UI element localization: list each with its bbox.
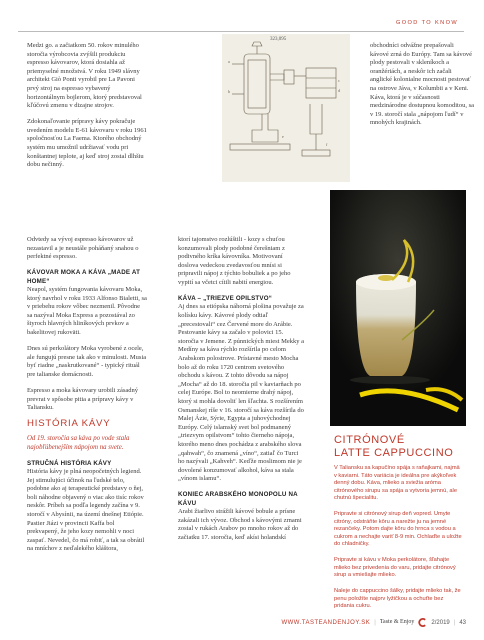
patent-number: 323,095	[270, 37, 287, 42]
svg-text:c: c	[338, 78, 340, 83]
svg-text:d: d	[338, 88, 340, 93]
recipe-step: Naleje do cappuccino šálky, pridajte mlieko tak, že penu položíte najprv lyžičkou a ochuťte bez pridania cukru.	[334, 588, 461, 610]
column-2	[178, 236, 304, 543]
paragraph: obchodníci odvážne prepašovali kávové zrná do Európy. Tam sa kávové plody pestovali v skleníkoch a oranžériách, a neskôr ich začali anglické kolonialne mocnosti pestovať na ostrove Jáva, v Kolumbii a v Keni. Káva, ktorá je v súčasnosti medzinárodne dostupnou komoditou, sa v 19. storočí stala „nápojom ľudí“ v mnohých krajinách.	[370, 42, 474, 127]
moka-heading: KÁVOVAR MOKA A KÁVA „MADE AT HOME“	[27, 269, 141, 285]
recipe-title	[334, 434, 474, 459]
paragraph: Neapol, systém fungovania kávovaru Moka, ktorý navrhol v roku 1933 Alfonso Bialetti, sa v priebehu rokov vôbec nezmenil. Pôvodne sa nazýval Moka Express a pozostával zo štyroch hlavných hliníkových prvkov a bakelitovej rukoväti.	[27, 286, 147, 337]
column-1-bottom	[27, 236, 147, 554]
lemon-latte-photo	[330, 190, 466, 426]
recipe-step: Pripravte si kávu v Moka perkolátore, šľahajte mlieko bez privedenia do varu, pridajte citrónový sirup a vmiešajte mlieko.	[334, 557, 456, 579]
svg-text:a: a	[228, 59, 230, 64]
recipe-intro: V Taliansku sa kapučíno spája s raňajkami, najmä v kaviarni. Táto variácia je ideálna pre akýkoľvek denný dobu. Káva, mlieko a sviežia aróma citrónového sirupu sa spája a vytvoria jemnú, ale chutnú špecialitu.	[334, 465, 460, 502]
magazine-name: Taste & Enjoy	[379, 619, 415, 626]
page-number: 43	[459, 619, 466, 626]
recipe-title-line: CITRÓNOVÉ	[334, 434, 405, 446]
paragraph: Aj dnes sa etiópska náhorná plošina považuje za kolísku kávy. Kávové plody odtiaľ „precestovali“ cez Červené more do Arábie. Pestovanie kávy sa začalo v polovici 15. storočia v Jemene. Z púnnických miest Mekky a Medíny sa káva rýchlo rozšírila po celom Arabskom polostrove. Prístavné mesto Mocha bolo až do roku 1720 centrom svetového obchodu s kávou. Z tohto dôvodu sa nápoj „Mocha“ až do 18. storočia pil v kaviarňach po celej Európe. Bol to neomierne drahý nápoj, ktorý si mohla dovoliť len šľachta. S rozšírením Osmanskej ríše v 16. storočí sa káva rozšírila do Malej Ázie, Sýrie, Egypta a juhovýchodnej Európy. Celý islamský svet bol podmanený „triezvym opilstvom“ tohto čierneho nápoja, ktorého meno dnes pochádza z arabského slova „qahwah“, čo znamená „víno“, zatiaľ čo Turci ho nazývali „Kahveh“. Keďže moslimom nie je dovolené konzumovať alkohol, káva sa stala „vínom islamu“.	[178, 303, 304, 483]
page-footer	[281, 618, 466, 627]
recipe-step: Pripravte si citrónový sirup deň vopred. Umyte citróny, odstráňte kôru a narežte ju na jemné rezančeky. Potom dajte kôru do hrnca s vodou a cukrom a nechajte variť 8-9 min. Ochlaďte a uložte do chladničky.	[334, 511, 462, 548]
paragraph: Odvtedy sa vývoj espresso kávovarov už nezastavil a je neustále poháňaný snahou o perfektné espresso.	[27, 236, 139, 261]
column-3-top	[370, 42, 474, 135]
patent-drawing	[222, 34, 350, 182]
svg-text:e: e	[282, 134, 284, 139]
patent-illustration	[222, 34, 350, 182]
recipe-title-line: LATTE CAPPUCCINO	[334, 446, 454, 459]
paragraph: Dnes sú perkolátory Moka vyrobené z ocele, ale fungujú presne tak ako v minulosti. Musia byť riadne „naskrutkované“ - typický rituál pre talianske domácnosti.	[27, 345, 147, 378]
paragraph: Zdokonaľovanie prípravy kávy pokračuje uvedením modelu E-61 kávovaru v roku 1961 spoločnosťou La Faema. Ktorého obchodný systém mu umožnil udržiavať vodu pri konštantnej teplote, aj keď stroj zostal dlhšiu dobu nečinný.	[27, 118, 147, 169]
column-1-top	[27, 42, 147, 177]
lead-text: Od 19. storočia sa káva po vode stala najobľúbenejším nápojom na svete.	[27, 434, 130, 451]
monopoly-heading: KONIEC ARABSKÉHO MONOPOLU NA KÁVU	[178, 491, 298, 507]
paragraph: ktorí tajomstvo rozlúštili - kozy s chuťou konzumovali plody podobné čerešniam z podivného kríka kávovníka. Motivovaní doslova vedeckou zvedavosťou mnísi si pripravili nápoj z týchto bobuliek a po jeho vypití sa včetci cítili nabití energiou.	[178, 236, 291, 286]
paragraph: Espresso a moka kávovary urobili zásadný prevrat v spôsobe pitia a prípravy kávy v Taliansku.	[27, 387, 139, 412]
svg-text:f: f	[326, 142, 328, 147]
header-divider	[18, 31, 464, 32]
history-title: HISTÓRIA KÁVY	[27, 418, 111, 430]
sober-drunkenness-heading: KÁVA – „TRIEZVE OPILSTVO“	[178, 295, 273, 303]
paragraph: História kávy je plná neopočetných legiend. Jej stimulujúci účinok na ľudské telo, podobne ako aj terapeutické predstavy o ňej, boli náhodne objavený o viac ako tisíc rokov neskôr. Príbeh sa podľa legendy začína v 9. storočí v Abysínii, na území dnešnej Etiópie. Pastier Jiázi v provincii Kaffa bol prekvapený, že jeho kozy nemohli v noci zaspať. Nevedel, čo má robiť, a tak sa obrátil na mníchov z neďalekého kláštora,	[27, 468, 145, 553]
section-tag: GOOD TO KNOW	[396, 20, 458, 26]
footer-separator: |	[453, 619, 456, 626]
svg-text:b: b	[228, 89, 230, 94]
paragraph: Medzi go. a začiatkom 50. rokov minulého storočia výrobcovia zvýšili produkciu espresso kávovarov, ktorá dosiahla až priemyselné množstvá. V roku 1949 slávny architekt Giò Ponti vyrobil pre La Pavoni prvý stroj na espresso vybavený horizontálnym bojlerom, ktorý predstavoval kľúčovú zmenu v dizajne strojov.	[27, 42, 142, 110]
paragraph: Arabi žiarlivo strážili kávové bobule a prísne zakázali ich vývoz. Obchod s kávovými zrnami zostal v rukách Arabov po mnoho rokov až do začiatku 17. storočia, keď akísi holandskí	[178, 508, 302, 542]
website-link[interactable]: WWW.TASTEANDENJOY.SK	[281, 619, 371, 626]
magazine-logo-icon	[418, 618, 427, 627]
photo-drawing	[330, 190, 466, 426]
brief-history-heading: STRUČNÁ HISTÓRIA KÁVY	[27, 459, 112, 467]
footer-separator: |	[374, 619, 376, 626]
issue-number: 2/2019	[431, 619, 450, 626]
